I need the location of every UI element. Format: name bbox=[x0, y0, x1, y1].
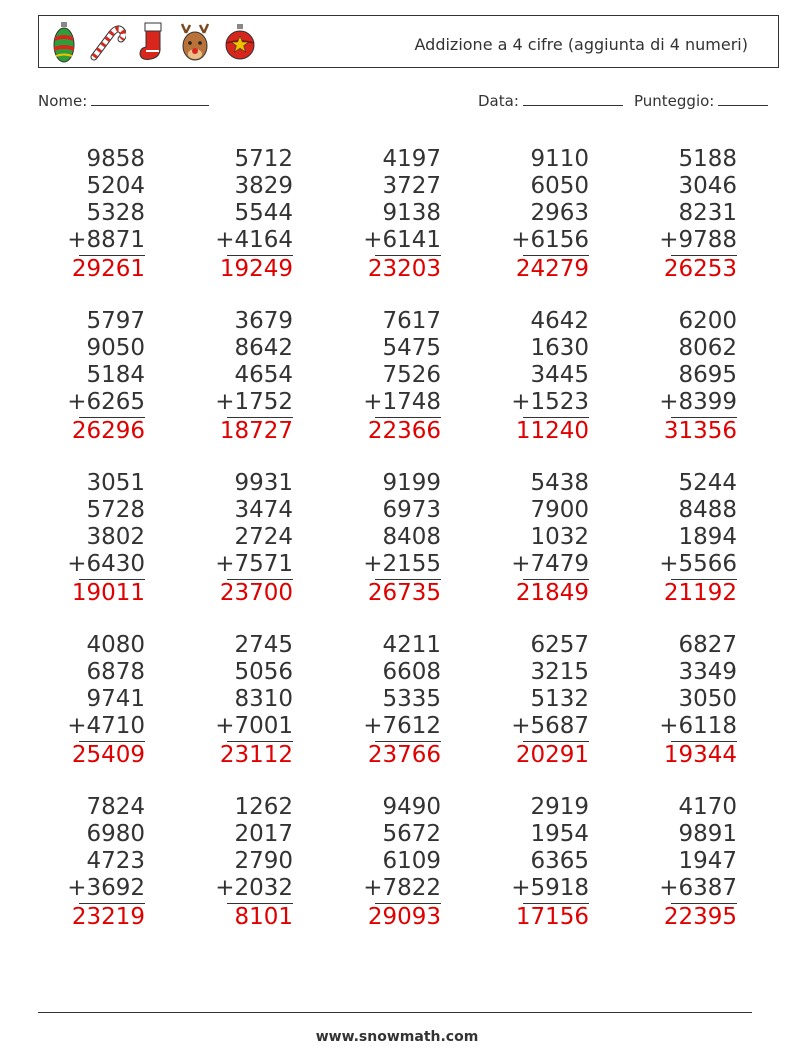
addition-problem bbox=[617, 146, 737, 286]
addend: 4211 bbox=[382, 632, 441, 658]
addend: 5544 bbox=[234, 200, 293, 226]
addend: 8488 bbox=[678, 497, 737, 523]
score-label: Punteggio: bbox=[634, 92, 715, 110]
addend-with-plus: +6141 bbox=[363, 227, 441, 253]
addend-with-plus: +5918 bbox=[511, 875, 589, 901]
answer: 8101 bbox=[234, 904, 293, 930]
addition-problem bbox=[321, 794, 441, 934]
addend: 6050 bbox=[530, 173, 589, 199]
addend-with-plus: +4710 bbox=[67, 713, 145, 739]
addend-with-plus: +7612 bbox=[363, 713, 441, 739]
answer: 23700 bbox=[219, 580, 293, 606]
worksheet-title: Addizione a 4 cifre (aggiunta di 4 numeri) bbox=[414, 35, 748, 54]
date-field bbox=[478, 92, 623, 110]
addend-with-plus: +2032 bbox=[215, 875, 293, 901]
answer: 20291 bbox=[515, 742, 589, 768]
addition-problem bbox=[469, 470, 589, 610]
addend: 9138 bbox=[382, 200, 441, 226]
addend: 8408 bbox=[382, 524, 441, 550]
answer: 19249 bbox=[219, 256, 293, 282]
answer: 22395 bbox=[663, 904, 737, 930]
answer: 25409 bbox=[71, 742, 145, 768]
addition-problem bbox=[321, 146, 441, 286]
addend: 4723 bbox=[86, 848, 145, 874]
addition-problem bbox=[321, 470, 441, 610]
answer: 31356 bbox=[663, 418, 737, 444]
addend: 8231 bbox=[678, 200, 737, 226]
score-line bbox=[718, 92, 768, 106]
answer: 22366 bbox=[367, 418, 441, 444]
addition-problem bbox=[173, 470, 293, 610]
addend-with-plus: +6430 bbox=[67, 551, 145, 577]
addition-problem bbox=[617, 308, 737, 448]
addend: 1630 bbox=[530, 335, 589, 361]
addend: 5438 bbox=[530, 470, 589, 496]
addend: 6973 bbox=[382, 497, 441, 523]
addition-problem bbox=[173, 794, 293, 934]
addend: 5728 bbox=[86, 497, 145, 523]
addend: 3727 bbox=[382, 173, 441, 199]
addend-with-plus: +4164 bbox=[215, 227, 293, 253]
addition-problem bbox=[469, 794, 589, 934]
addend: 4197 bbox=[382, 146, 441, 172]
footer-site: www.snowmath.com bbox=[315, 1029, 479, 1045]
addend-with-plus: +6265 bbox=[67, 389, 145, 415]
addend-with-plus: +7822 bbox=[363, 875, 441, 901]
addend: 8310 bbox=[234, 686, 293, 712]
addend: 3349 bbox=[678, 659, 737, 685]
answer: 23203 bbox=[367, 256, 441, 282]
addend-with-plus: +7571 bbox=[215, 551, 293, 577]
addend: 5475 bbox=[382, 335, 441, 361]
answer: 18727 bbox=[219, 418, 293, 444]
addend: 1947 bbox=[678, 848, 737, 874]
addend: 6200 bbox=[678, 308, 737, 334]
addition-problem bbox=[25, 308, 145, 448]
addend: 3050 bbox=[678, 686, 737, 712]
addend-with-plus: +8871 bbox=[67, 227, 145, 253]
addend: 4642 bbox=[530, 308, 589, 334]
addend: 4080 bbox=[86, 632, 145, 658]
addend: 9490 bbox=[382, 794, 441, 820]
addend: 5184 bbox=[86, 362, 145, 388]
addend: 7824 bbox=[86, 794, 145, 820]
answer: 29261 bbox=[71, 256, 145, 282]
ornament-icon bbox=[51, 21, 77, 63]
name-label: Nome: bbox=[38, 92, 88, 110]
addend: 8695 bbox=[678, 362, 737, 388]
addend-with-plus: +1752 bbox=[215, 389, 293, 415]
answer: 21849 bbox=[515, 580, 589, 606]
answer: 17156 bbox=[515, 904, 589, 930]
addend: 9931 bbox=[234, 470, 293, 496]
addend: 3829 bbox=[234, 173, 293, 199]
addend: 2724 bbox=[234, 524, 293, 550]
addend: 8062 bbox=[678, 335, 737, 361]
addend-with-plus: +9788 bbox=[659, 227, 737, 253]
header-icons bbox=[51, 21, 257, 63]
answer: 11240 bbox=[515, 418, 589, 444]
answer: 23219 bbox=[71, 904, 145, 930]
addition-problem bbox=[617, 794, 737, 934]
addend: 3046 bbox=[678, 173, 737, 199]
answer: 23112 bbox=[219, 742, 293, 768]
addend: 2919 bbox=[530, 794, 589, 820]
candy-cane-icon bbox=[88, 21, 126, 63]
addend: 3445 bbox=[530, 362, 589, 388]
addend: 6109 bbox=[382, 848, 441, 874]
addend: 1954 bbox=[530, 821, 589, 847]
addend: 5056 bbox=[234, 659, 293, 685]
addend: 9891 bbox=[678, 821, 737, 847]
addend: 6365 bbox=[530, 848, 589, 874]
addend: 6608 bbox=[382, 659, 441, 685]
addend-with-plus: +5687 bbox=[511, 713, 589, 739]
addend: 6827 bbox=[678, 632, 737, 658]
addition-problem bbox=[173, 308, 293, 448]
answer: 21192 bbox=[663, 580, 737, 606]
addend: 4170 bbox=[678, 794, 737, 820]
addition-problem bbox=[25, 146, 145, 286]
addend: 9110 bbox=[530, 146, 589, 172]
addend: 7617 bbox=[382, 308, 441, 334]
addend: 1032 bbox=[530, 524, 589, 550]
addend: 6980 bbox=[86, 821, 145, 847]
addend: 6257 bbox=[530, 632, 589, 658]
addend: 5328 bbox=[86, 200, 145, 226]
addend: 6878 bbox=[86, 659, 145, 685]
reindeer-icon bbox=[178, 21, 212, 63]
addend: 9741 bbox=[86, 686, 145, 712]
addition-problem bbox=[469, 632, 589, 772]
addend: 2745 bbox=[234, 632, 293, 658]
addend-with-plus: +7479 bbox=[511, 551, 589, 577]
addition-problem bbox=[321, 308, 441, 448]
addend: 5188 bbox=[678, 146, 737, 172]
score-field bbox=[634, 92, 768, 110]
answer: 26253 bbox=[663, 256, 737, 282]
addend: 3802 bbox=[86, 524, 145, 550]
addition-problem bbox=[173, 146, 293, 286]
worksheet-header bbox=[38, 15, 779, 68]
answer: 26735 bbox=[367, 580, 441, 606]
addition-problem bbox=[321, 632, 441, 772]
addend: 9199 bbox=[382, 470, 441, 496]
addend: 5335 bbox=[382, 686, 441, 712]
addend-with-plus: +6387 bbox=[659, 875, 737, 901]
addend: 5204 bbox=[86, 173, 145, 199]
addend: 3679 bbox=[234, 308, 293, 334]
addend: 7900 bbox=[530, 497, 589, 523]
addend: 3215 bbox=[530, 659, 589, 685]
addend: 5132 bbox=[530, 686, 589, 712]
addend: 5712 bbox=[234, 146, 293, 172]
answer: 19344 bbox=[663, 742, 737, 768]
addend: 1262 bbox=[234, 794, 293, 820]
name-line bbox=[91, 92, 209, 106]
addition-problem bbox=[469, 308, 589, 448]
addend: 1894 bbox=[678, 524, 737, 550]
addition-problem bbox=[173, 632, 293, 772]
footer-divider bbox=[38, 1012, 752, 1013]
name-field bbox=[38, 92, 209, 110]
addend: 8642 bbox=[234, 335, 293, 361]
addition-problem bbox=[617, 632, 737, 772]
addend: 9858 bbox=[86, 146, 145, 172]
answer: 26296 bbox=[71, 418, 145, 444]
addend-with-plus: +7001 bbox=[215, 713, 293, 739]
date-label: Data: bbox=[478, 92, 519, 110]
addend-with-plus: +1523 bbox=[511, 389, 589, 415]
addend: 5672 bbox=[382, 821, 441, 847]
addition-problem bbox=[617, 470, 737, 610]
addend: 7526 bbox=[382, 362, 441, 388]
date-line bbox=[523, 92, 623, 106]
answer: 24279 bbox=[515, 256, 589, 282]
bauble-star-icon bbox=[223, 21, 257, 63]
addend: 2963 bbox=[530, 200, 589, 226]
addend: 4654 bbox=[234, 362, 293, 388]
addend-with-plus: +3692 bbox=[67, 875, 145, 901]
answer: 19011 bbox=[71, 580, 145, 606]
addition-problem bbox=[25, 632, 145, 772]
addend: 2790 bbox=[234, 848, 293, 874]
answer: 23766 bbox=[367, 742, 441, 768]
addend: 3474 bbox=[234, 497, 293, 523]
addition-problem bbox=[25, 794, 145, 934]
addend-with-plus: +8399 bbox=[659, 389, 737, 415]
addend: 9050 bbox=[86, 335, 145, 361]
addend: 5244 bbox=[678, 470, 737, 496]
addend-with-plus: +2155 bbox=[363, 551, 441, 577]
addend-with-plus: +6156 bbox=[511, 227, 589, 253]
addend: 5797 bbox=[86, 308, 145, 334]
addition-problem bbox=[25, 470, 145, 610]
addend-with-plus: +1748 bbox=[363, 389, 441, 415]
stocking-icon bbox=[137, 21, 167, 63]
addition-problem bbox=[469, 146, 589, 286]
addend-with-plus: +6118 bbox=[659, 713, 737, 739]
answer: 29093 bbox=[367, 904, 441, 930]
addend: 2017 bbox=[234, 821, 293, 847]
addend-with-plus: +5566 bbox=[659, 551, 737, 577]
addend: 3051 bbox=[86, 470, 145, 496]
